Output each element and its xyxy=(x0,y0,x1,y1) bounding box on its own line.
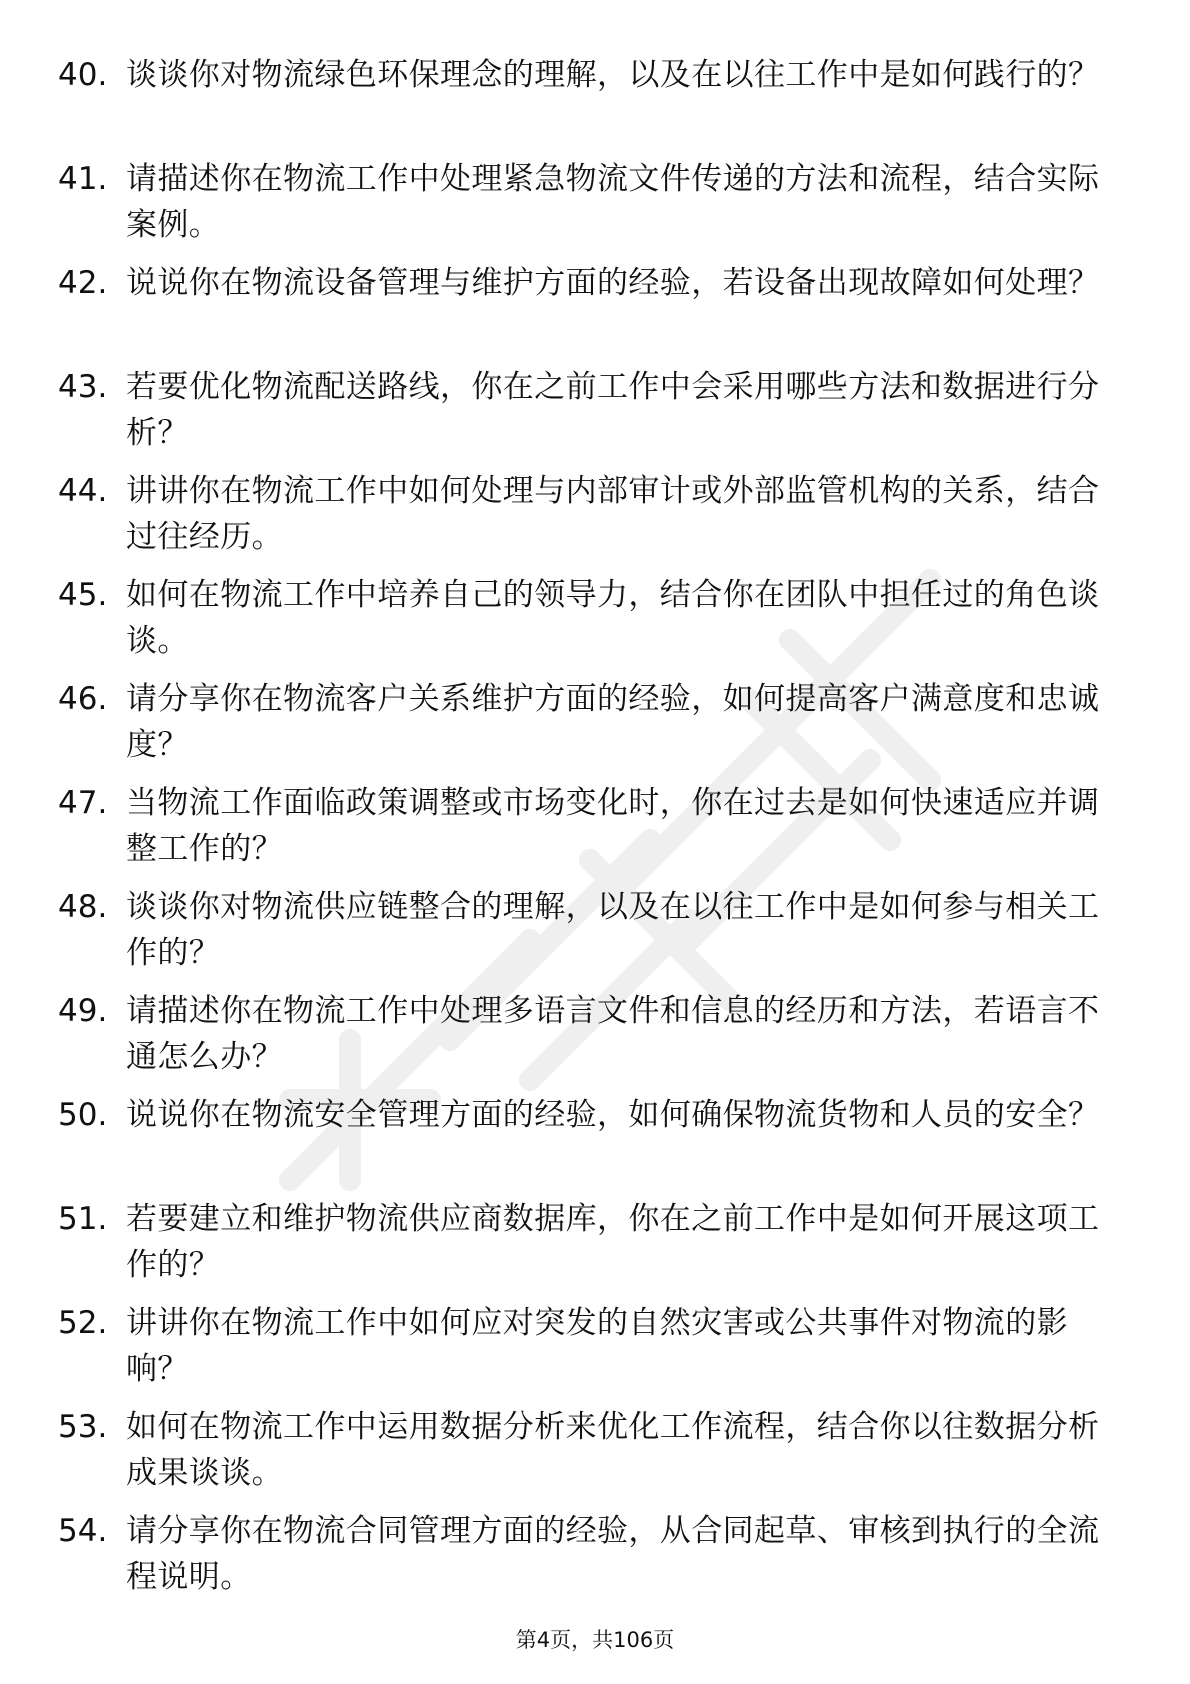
question-text: 请描述你在物流工作中处理多语言文件和信息的经历和方法，若语言不通怎么办？ xyxy=(126,993,1100,1075)
question-number: 47. xyxy=(58,785,108,821)
question-text: 请分享你在物流客户关系维护方面的经验，如何提高客户满意度和忠诚度？ xyxy=(126,681,1100,763)
question-number: 54. xyxy=(58,1513,108,1549)
question-item-41 xyxy=(58,156,1118,260)
question-number: 51. xyxy=(58,1201,108,1237)
question-text: 如何在物流工作中运用数据分析来优化工作流程，结合你以往数据分析成果谈谈。 xyxy=(126,1409,1100,1491)
question-number: 40. xyxy=(58,57,108,93)
question-text: 讲讲你在物流工作中如何处理与内部审计或外部监管机构的关系，结合过往经历。 xyxy=(126,473,1100,555)
question-item-52 xyxy=(58,1300,1118,1404)
question-text: 请描述你在物流工作中处理紧急物流文件传递的方法和流程，结合实际案例。 xyxy=(126,161,1100,243)
question-item-54 xyxy=(58,1508,1118,1612)
question-number: 50. xyxy=(58,1097,108,1133)
question-number: 46. xyxy=(58,681,108,717)
question-number: 48. xyxy=(58,889,108,925)
question-text: 当物流工作面临政策调整或市场变化时，你在过去是如何快速适应并调整工作的？ xyxy=(126,785,1100,867)
question-number: 45. xyxy=(58,577,108,613)
question-number: 43. xyxy=(58,369,108,405)
question-number: 49. xyxy=(58,993,108,1029)
question-text: 请分享你在物流合同管理方面的经验，从合同起草、审核到执行的全流程说明。 xyxy=(126,1513,1100,1595)
question-text: 说说你在物流安全管理方面的经验，如何确保物流货物和人员的安全？ xyxy=(126,1097,1100,1133)
question-text: 若要建立和维护物流供应商数据库，你在之前工作中是如何开展这项工作的？ xyxy=(126,1201,1100,1283)
question-number: 41. xyxy=(58,161,108,197)
question-number: 44. xyxy=(58,473,108,509)
question-text: 说说你在物流设备管理与维护方面的经验，若设备出现故障如何处理？ xyxy=(126,265,1100,301)
question-item-40 xyxy=(58,52,1118,156)
question-item-50 xyxy=(58,1092,1118,1196)
question-number: 52. xyxy=(58,1305,108,1341)
question-text: 若要优化物流配送路线，你在之前工作中会采用哪些方法和数据进行分析？ xyxy=(126,369,1100,451)
question-number: 53. xyxy=(58,1409,108,1445)
question-number: 42. xyxy=(58,265,108,301)
question-item-53 xyxy=(58,1404,1118,1508)
question-item-42 xyxy=(58,260,1118,364)
page-number-footer: 第4页，共106页 xyxy=(515,1628,675,1652)
question-list xyxy=(58,52,1118,1612)
question-item-44 xyxy=(58,468,1118,572)
question-text: 讲讲你在物流工作中如何应对突发的自然灾害或公共事件对物流的影响？ xyxy=(126,1305,1068,1387)
question-item-51 xyxy=(58,1196,1118,1300)
question-item-47 xyxy=(58,780,1118,884)
question-item-43 xyxy=(58,364,1118,468)
question-text: 谈谈你对物流绿色环保理念的理解，以及在以往工作中是如何践行的？ xyxy=(126,57,1100,93)
question-text: 如何在物流工作中培养自己的领导力，结合你在团队中担任过的角色谈谈。 xyxy=(126,577,1100,659)
question-text: 谈谈你对物流供应链整合的理解，以及在以往工作中是如何参与相关工作的？ xyxy=(126,889,1100,971)
question-item-49 xyxy=(58,988,1118,1092)
question-item-45 xyxy=(58,572,1118,676)
question-item-48 xyxy=(58,884,1118,988)
question-item-46 xyxy=(58,676,1118,780)
